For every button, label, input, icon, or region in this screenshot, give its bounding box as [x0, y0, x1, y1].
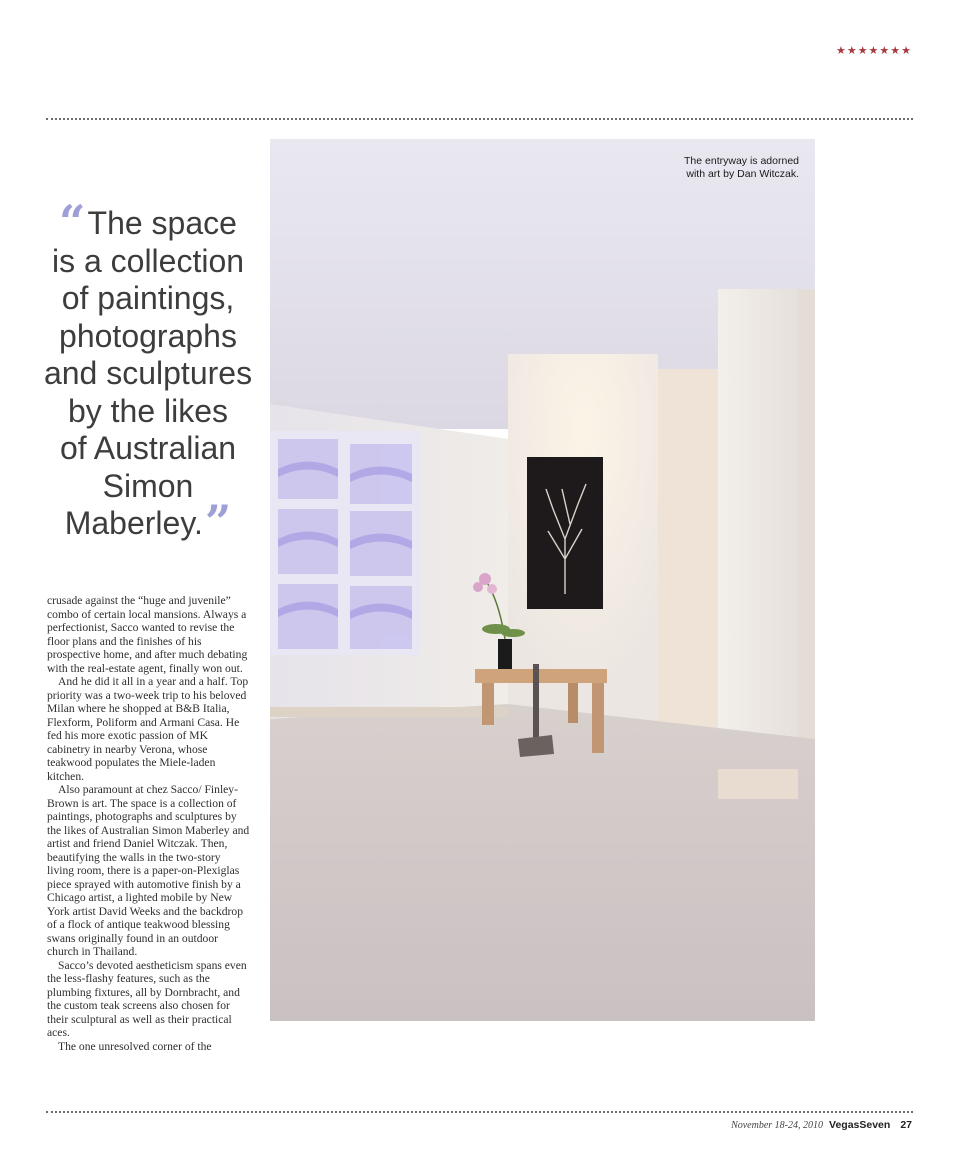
body-paragraph: And he did it all in a year and a half. Top priority was a two-week trip to his beloved Milan where he shopped at B&B Italia, Flexform, Poliform and Armani Casa. He fed his more exotic passion of MK cabinetry in nearby Verona, whose teakwood populates the Miele-laden kitchen. [47, 675, 249, 783]
pull-quote-line: of Australian [59, 430, 237, 466]
pull-quote-line: photographs [59, 317, 237, 354]
wall-art-grid [270, 431, 420, 655]
pull-quote [36, 195, 260, 549]
section-stars: ★★★★★★★ [835, 44, 912, 57]
body-paragraph: Sacco’s devoted aestheticism spans even the less-flashy features, such as the plumbing fixtures, all by Dornbracht, and the custom teak screens also chosen for their sculptural as well as their practical aces. [47, 958, 247, 1039]
pull-quote-line: is a collection [51, 242, 245, 279]
caption-line: The entryway is adorned [684, 155, 799, 167]
entryway-illustration [270, 139, 815, 1021]
page-footer [731, 1119, 912, 1131]
entryway-photo [270, 139, 815, 1021]
issue-date: November 18-24, 2010 [731, 1120, 824, 1131]
body-paragraph: Also paramount at chez Sacco/ Finley-Brown is art. The space is a collection of paintings, photographs and sculptures by the likes of Australian Simon Maberley and artist and friend Daniel Witczak. Then, beautifying the walls in the two-story living room, there is a paper-on-Plexiglas piece sprayed with automotive finish by a Chicago artist, a lighted mobile by New York artist David Weeks and the backdrop of a flock of antique teakwood blessing swans originally found in an outdoor church in Thailand. [47, 783, 250, 958]
pull-quote-line: “The space [59, 195, 237, 249]
body-paragraph: The one unresolved corner of the [58, 1039, 212, 1053]
body-paragraph: crusade against the “huge and juvenile” combo of certain local mansions. Always a perfectionist, Sacco wanted to revise the floor plans and the finishes of his prospective home, and after much debating with the real-estate agent, finally won out. [47, 594, 248, 675]
pull-quote-line: Simon [102, 467, 194, 504]
bottom-dotted-rule [46, 1111, 913, 1113]
article-body [47, 594, 250, 1053]
pull-quote-line: by the likes [67, 392, 229, 429]
magazine-name: VegasSeven [829, 1119, 891, 1131]
photo-caption [629, 155, 799, 181]
pull-quote-line: of paintings, [61, 280, 235, 316]
caption-line: with art by Dan Witczak. [686, 168, 799, 180]
top-dotted-rule [46, 118, 913, 120]
close-quote-mark: ” [204, 495, 232, 549]
pull-quote-line: Maberley.” [64, 495, 232, 549]
pull-quote-line: and sculptures [43, 355, 253, 391]
framed-tree-artwork [527, 457, 603, 609]
page-number: 27 [900, 1119, 912, 1131]
open-quote-mark: “ [59, 195, 86, 249]
